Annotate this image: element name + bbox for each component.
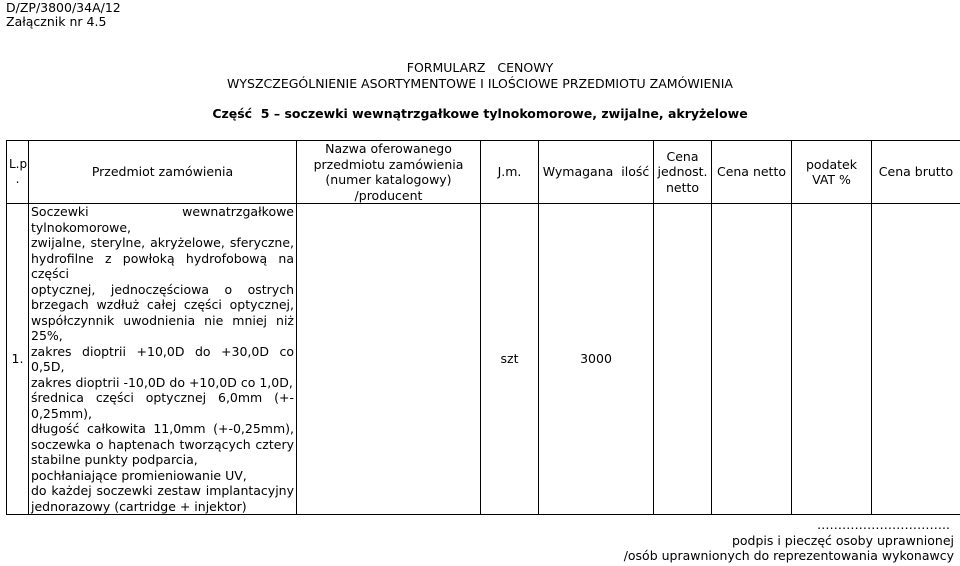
part-title: Część 5 – soczewki wewnątrzgałkowe tylnokomorowe, zwijalne, akryżelowe [212,106,748,121]
description-line: do każdej soczewki zestaw implantacyjny [31,483,294,498]
col-header-quantity: Wymagana ilość [539,141,654,204]
col-header-net-price: Cena netto [712,141,792,204]
signature-caption-authorized: /osób uprawnionych do reprezentowania wykonawcy [623,548,954,563]
table-row [7,204,960,515]
cell-unit-price[interactable] [654,204,712,515]
price-form-table [6,140,960,515]
description-line: stabilne punkty podparcia, [31,452,198,467]
form-subtitle: WYSZCZEGÓLNIENIE ASORTYMENTOWE I ILOŚCIOWE PRZEDMIOTU ZAMÓWIENIA [227,76,733,91]
cell-offered-name[interactable] [297,204,481,515]
cell-unit: szt [481,204,539,515]
cell-quantity: 3000 [539,204,654,515]
description-line: hydrofilne z powłoką hydrofobową na części [31,250,294,281]
cell-vat[interactable] [792,204,872,515]
description-line: zakres dioptrii +10,0D do +30,0D co 0,5D, [31,343,294,374]
table-header-row [7,141,960,204]
description-line: Soczewki wewnatrzgałkowe tylnokomorowe, [31,204,294,235]
cell-net-price[interactable] [712,204,792,515]
description-line: współczynnik uwodnienia nie mniej niż 25%, [31,312,294,343]
col-header-vat: podatek VAT % [792,141,872,204]
description-line: pochłaniające promieniowanie UV, [31,467,247,483]
reference-number: D/ZP/3800/34A/12 [6,0,121,15]
description-line: długość całkowita 11,0mm (+-0,25mm), [31,421,294,436]
col-header-unit: J.m. [481,141,539,204]
description-line: 0,25mm), [31,405,93,421]
signature-caption: podpis i pieczęć osoby uprawnionej [731,533,954,548]
col-header-unit-price: Cena jednost. netto [654,141,712,204]
col-header-lp: L.p . [7,141,29,204]
description-line: brzegach wzdłuż całej części optycznej, [31,297,294,312]
form-title: FORMULARZ CENOWY [406,60,554,75]
description-line: średnica części optycznej 6,0mm (+- [31,390,294,405]
description-line: soczewka o haptenach tworzących cztery [31,436,294,452]
attachment-label: Załącznik nr 4.5 [6,14,107,29]
signature-dots: ………………………….. [817,517,950,532]
description-line: zakres dioptrii -10,0D do +10,0D co 1,0D, [31,374,293,390]
col-header-gross-price: Cena brutto [872,141,960,204]
cell-lp: 1. [7,204,29,515]
col-header-subject: Przedmiot zamówienia [29,141,297,204]
col-header-offered-name: Nazwa oferowanego przedmiotu zamówienia (numer katalogowy) /producent [297,141,481,204]
cell-gross-price[interactable] [872,204,960,515]
description-line: zwijalne, sterylne, akryżelowe, sferyczne, [31,235,294,250]
description-line: optycznej, jednoczęściowa o ostrych [31,281,294,297]
description-line: jednorazowy (cartridge + injektor) [31,498,247,514]
cell-description [29,204,297,515]
